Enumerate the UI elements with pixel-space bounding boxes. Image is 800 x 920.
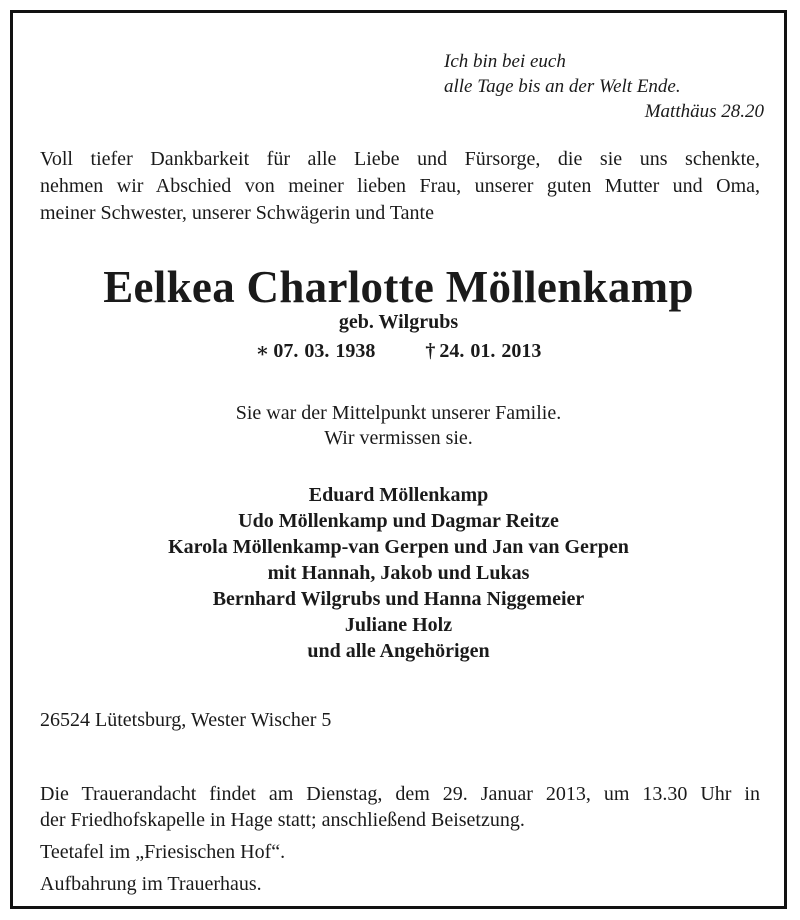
maiden-name: geb. Wilgrubs (338, 311, 459, 333)
service-line-1: Die Trauerandacht findet am Dienstag, dem 29. Januar 2013, um 13.30 Uhr in (40, 783, 760, 805)
birth-star-icon: ∗ (255, 340, 270, 362)
mourners-list (13, 482, 784, 664)
mourner-line: Karola Möllenkamp-van Gerpen und Jan van Gerpen (168, 536, 629, 558)
verse-line-2: alle Tage bis an der Welt Ende. (444, 76, 681, 97)
mourner-line: Bernhard Wilgrubs und Hanna Niggemeier (212, 588, 585, 610)
viewing-note: Aufbahrung im Trauerhaus. (40, 873, 262, 895)
mourner-line: Juliane Holz (344, 614, 453, 636)
tribute-line-1: Sie war der Mittelpunkt unserer Familie. (235, 402, 562, 424)
mourner-line: mit Hannah, Jakob und Lukas (267, 562, 530, 584)
mourner-line: und alle Angehörigen (307, 640, 490, 662)
verse-line-1: Ich bin bei euch (444, 51, 566, 72)
intro-line-1: Voll tiefer Dankbarkeit für alle Liebe und Fürsorge, die sie uns schenkte, (40, 148, 760, 170)
intro-paragraph (40, 146, 760, 227)
death-date: 24. 01. 2013 (439, 340, 542, 362)
birth-date: 07. 03. 1938 (273, 340, 376, 362)
death-cross-icon: † (425, 340, 436, 362)
mourner-line: Eduard Möllenkamp (308, 484, 489, 506)
deceased-name: Eelkea Charlotte Möllenkamp (103, 262, 694, 312)
service-line-2: der Friedhofskapelle in Hage statt; anschließend Beisetzung. (40, 809, 525, 831)
funeral-notes (40, 781, 760, 897)
bible-verse (444, 49, 764, 124)
life-dates (13, 338, 784, 363)
tea-note: Teetafel im „Friesischen Hof“. (40, 841, 286, 863)
obituary-frame (10, 10, 787, 909)
tribute-line-2: Wir vermissen sie. (324, 427, 473, 449)
mourning-address: 26524 Lütetsburg, Wester Wischer 5 (40, 709, 332, 731)
verse-reference: Matthäus 28.20 (644, 101, 764, 122)
mourner-line: Udo Möllenkamp und Dagmar Reitze (238, 510, 559, 532)
intro-line-2: nehmen wir Abschied von meiner lieben Frau, unserer guten Mutter und Oma, (40, 175, 760, 197)
tribute-text (13, 401, 784, 451)
intro-line-3: meiner Schwester, unserer Schwägerin und Tante (40, 202, 434, 224)
